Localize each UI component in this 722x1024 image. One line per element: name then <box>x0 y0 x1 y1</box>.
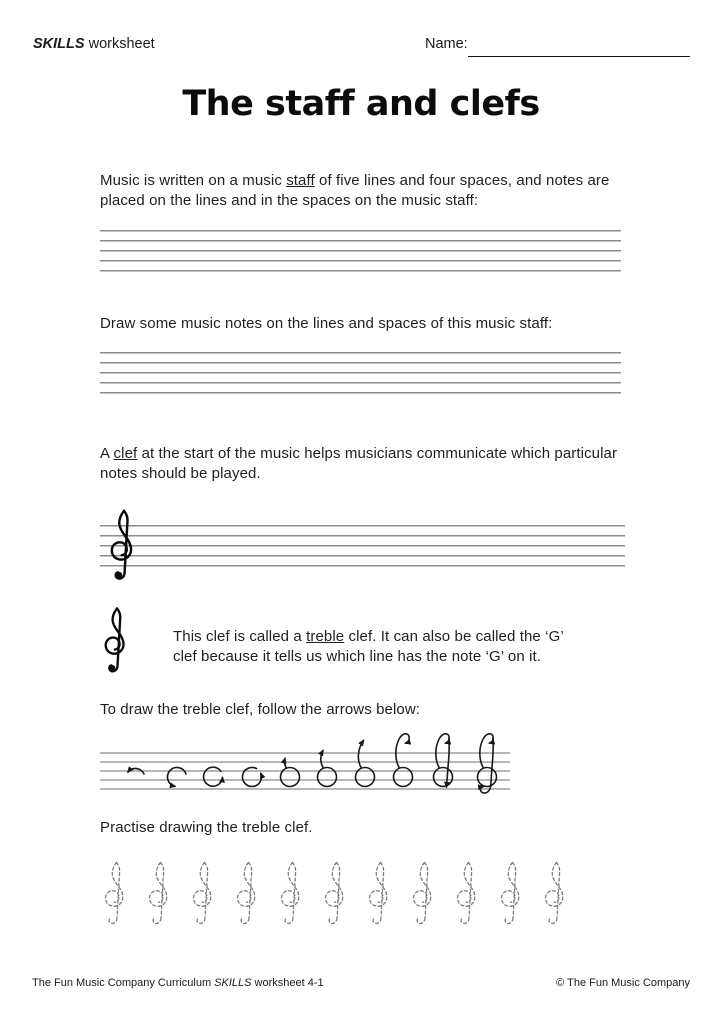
treble-text-pre: This clef is called a <box>173 628 307 645</box>
intro-paragraph <box>100 171 645 210</box>
clef-paragraph <box>100 444 645 483</box>
practise-prompt: Practise drawing the treble clef. <box>100 819 313 836</box>
clef-drawing-step-4 <box>242 767 261 786</box>
staff-3 <box>100 525 625 567</box>
treble-text-underlined: treble <box>306 628 345 645</box>
worksheet-brand <box>33 36 155 52</box>
brand-worksheet-label: worksheet <box>84 36 155 52</box>
treble-text-line2: clef because it tells us which line has the note ‘G’ on it. <box>173 647 542 665</box>
page-title: The staff and clefs <box>182 84 540 124</box>
treble-clef-icon <box>103 605 131 678</box>
dotted-treble-clef <box>367 859 394 930</box>
dotted-treble-clef <box>191 859 218 930</box>
treble-clef-on-staff <box>109 507 139 586</box>
intro-text-post: of five lines and four spaces, and notes are <box>314 172 610 189</box>
dotted-treble-clef <box>235 859 262 930</box>
dotted-treble-clef <box>499 859 526 930</box>
footer-left-skills: SKILLS <box>214 977 252 989</box>
dotted-treble-clef <box>279 859 306 930</box>
clef-text-post: at the start of the music helps musicians communicate which particular <box>137 445 618 462</box>
intro-text-underlined: staff <box>286 172 315 189</box>
clef-drawing-step-10 <box>478 734 497 793</box>
clef-drawing-step-5 <box>281 759 300 787</box>
intro-text-pre: Music is written on a music <box>100 172 287 189</box>
staff-2 <box>100 352 621 394</box>
dotted-treble-clef <box>543 859 570 930</box>
name-label: Name: <box>425 36 468 52</box>
intro-text-line2: placed on the lines and in the spaces on the music staff: <box>100 191 479 209</box>
dotted-treble-clef <box>147 859 174 930</box>
clef-text-pre: A <box>100 445 114 462</box>
clef-drawing-step-3 <box>204 767 223 786</box>
footer-left-pre: The Fun Music Company Curriculum <box>32 977 215 989</box>
clef-drawing-step-9 <box>434 734 453 787</box>
follow-arrows-prompt: To draw the treble clef, follow the arrows below: <box>100 701 421 718</box>
dotted-treble-clef <box>103 859 130 930</box>
footer-right: © The Fun Music Company <box>556 977 690 989</box>
dotted-treble-clef <box>455 859 482 930</box>
dotted-treble-clef <box>323 859 350 930</box>
name-blank-line <box>468 39 690 57</box>
clef-drawing-step-6 <box>318 751 337 787</box>
footer-left-post: worksheet 4-1 <box>251 977 324 989</box>
staff-1 <box>100 230 621 272</box>
clef-drawing-step-8 <box>394 734 413 787</box>
brand-skills-label: SKILLS <box>33 36 85 52</box>
clef-drawing-steps-staff <box>100 726 512 818</box>
dotted-treble-clef <box>411 859 438 930</box>
draw-notes-prompt: Draw some music notes on the lines and spaces of this music staff: <box>100 315 553 332</box>
footer-left <box>32 977 324 989</box>
clef-text-line2: notes should be played. <box>100 464 261 482</box>
clef-drawing-step-2 <box>167 768 186 787</box>
treble-paragraph <box>173 627 653 666</box>
clef-text-underlined: clef <box>113 445 138 462</box>
practice-clef-row <box>103 859 570 930</box>
treble-text-post: clef. It can also be called the ‘G’ <box>344 628 564 645</box>
